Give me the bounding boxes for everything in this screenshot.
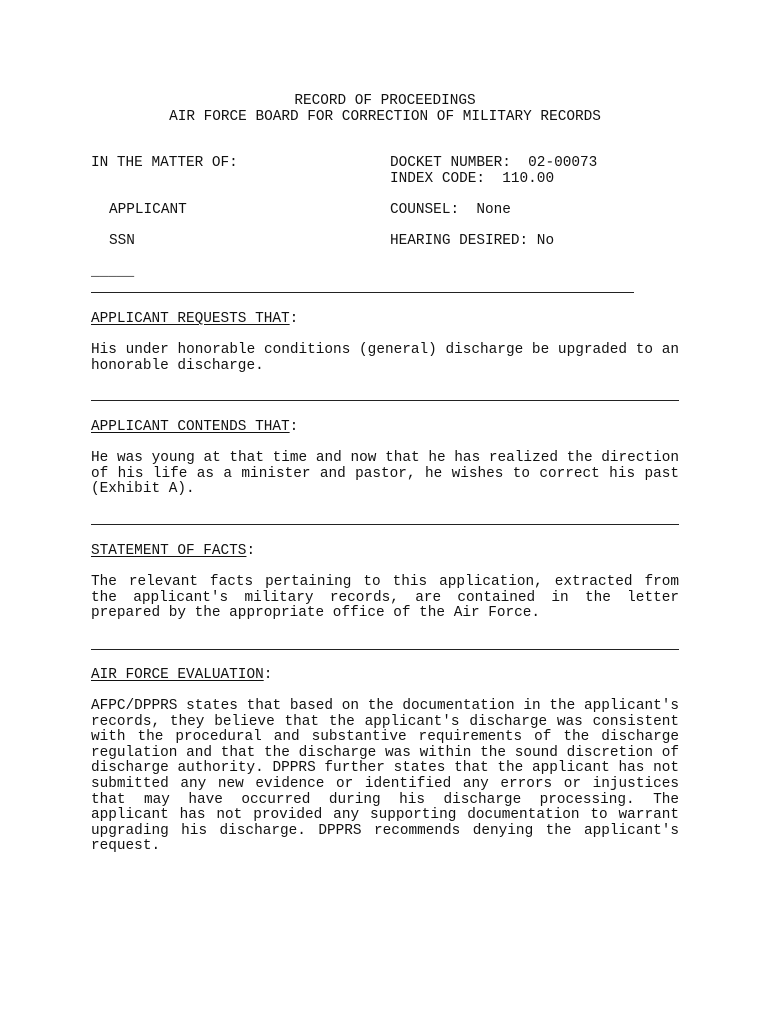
contends-heading-colon: :	[289, 419, 299, 435]
document-title: RECORD OF PROCEEDINGS	[294, 93, 476, 109]
section-divider	[91, 649, 679, 650]
evaluation-heading-text: AIR FORCE EVALUATION	[91, 667, 264, 683]
contends-heading-text: APPLICANT CONTENDS THAT	[91, 419, 290, 435]
ssn-label: SSN	[109, 233, 135, 249]
facts-heading	[91, 544, 255, 560]
requests-body: His under honorable conditions (general) discharge be upgraded to an honorable discharge.	[91, 342, 679, 374]
requests-heading	[91, 312, 298, 328]
board-name: AIR FORCE BOARD FOR CORRECTION OF MILITARY RECORDS	[169, 109, 601, 125]
section-divider	[91, 292, 634, 293]
requests-heading-text: APPLICANT REQUESTS THAT	[91, 311, 290, 327]
contends-body: He was young at that time and now that he has realized the direction of his life as a minister and pastor, he wishes to correct his past (Exhibit A).	[91, 450, 679, 498]
evaluation-body: AFPC/DPPRS states that based on the documentation in the applicant's records, they believe that the applicant's discharge was consistent with the procedural and substantive requirements of the discharge regulation and that the discharge was within the sound discretion of discharge authority. DPPRS further states that the applicant has not submitted any new evidence or identified any errors or injustices that may have occurred during his discharge processing. The applicant has not provided any supporting documentation to warrant upgrading his discharge. DPPRS recommends denying the applicant's request.	[91, 698, 679, 855]
counsel: COUNSEL: None	[390, 202, 511, 218]
facts-heading-colon: :	[246, 543, 256, 559]
section-divider	[91, 400, 679, 401]
in-the-matter-of-label: IN THE MATTER OF:	[91, 155, 238, 171]
section-divider	[91, 524, 679, 525]
hearing-desired: HEARING DESIRED: No	[390, 233, 555, 249]
index-code: INDEX CODE: 110.00	[390, 171, 555, 187]
evaluation-heading	[91, 668, 272, 684]
facts-body: The relevant facts pertaining to this application, extracted from the applicant's military records, are contained in the letter prepared by the appropriate office of the Air Force.	[91, 574, 679, 622]
docket-number: DOCKET NUMBER: 02-00073	[390, 155, 598, 171]
facts-heading-text: STATEMENT OF FACTS	[91, 543, 247, 559]
applicant-label: APPLICANT	[109, 202, 187, 218]
requests-heading-colon: :	[289, 311, 299, 327]
short-underline: _____	[91, 264, 135, 280]
contends-heading	[91, 420, 298, 436]
evaluation-heading-colon: :	[263, 667, 273, 683]
